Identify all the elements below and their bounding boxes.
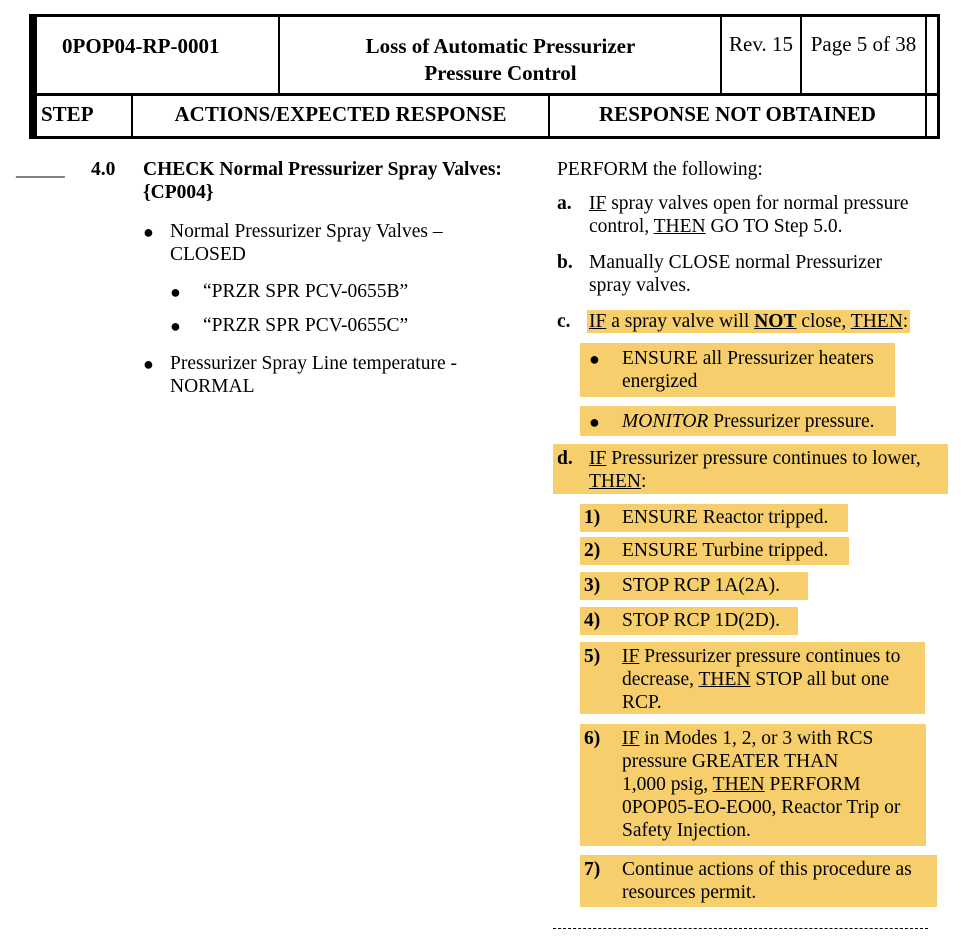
rno-d-step-4-text: STOP RCP 1D(2D). bbox=[622, 610, 781, 631]
procedure-title-line-1: Loss of Automatic Pressurizer bbox=[365, 34, 636, 58]
header-right-rule bbox=[925, 17, 927, 136]
revision-label: Rev. 15 bbox=[729, 32, 793, 56]
rno-d-step-7-number: 7) bbox=[584, 859, 601, 880]
procedure-header bbox=[29, 14, 940, 139]
bullet-icon: ● bbox=[170, 282, 181, 302]
valve-tag-0655b: “PRZR SPR PCV-0655B” bbox=[203, 281, 409, 302]
rno-d-step-6-line-3: 1,000 psig, THEN PERFORM bbox=[622, 774, 861, 795]
valve-tag-0655c: “PRZR SPR PCV-0655C” bbox=[203, 315, 409, 336]
column-header-actions: ACTIONS/EXPECTED RESPONSE bbox=[174, 102, 507, 126]
then-keyword: THEN bbox=[589, 471, 641, 492]
check-item-spray-line-temp-expected: NORMAL bbox=[170, 376, 255, 397]
rno-d-step-6-line-1: IF in Modes 1, 2, or 3 with RCS bbox=[622, 728, 874, 749]
if-keyword: IF bbox=[589, 193, 607, 214]
rno-d-step-5-line-2: decrease, THEN STOP all but one bbox=[622, 669, 890, 690]
rno-d-step-6-number: 6) bbox=[584, 728, 601, 749]
rno-d-step-4-number: 4) bbox=[584, 610, 601, 631]
rno-b-line-2: spray valves. bbox=[589, 275, 691, 296]
bullet-icon: ● bbox=[589, 412, 600, 432]
rno-d-step-5-number: 5) bbox=[584, 646, 601, 667]
document-id: 0POP04-RP-0001 bbox=[62, 34, 220, 58]
rno-d-step-1-text: ENSURE Reactor tripped. bbox=[622, 507, 829, 528]
bullet-icon: ● bbox=[589, 349, 600, 369]
header-row-divider bbox=[32, 93, 937, 96]
not-keyword: NOT bbox=[754, 311, 797, 332]
rno-d-step-2-number: 2) bbox=[584, 540, 601, 561]
then-keyword: THEN bbox=[712, 774, 765, 795]
rno-intro: PERFORM the following: bbox=[557, 159, 763, 180]
then-keyword: THEN bbox=[698, 669, 751, 690]
rno-d-step-5-line-1: IF Pressurizer pressure continues to bbox=[622, 646, 901, 667]
if-keyword: IF bbox=[622, 646, 640, 667]
step-signoff-blank: _____ bbox=[16, 159, 65, 180]
rno-d-step-6-line-4: 0POP05-EO-EO00, Reactor Trip or bbox=[622, 797, 901, 818]
rno-c-bullet-1-line-1: ENSURE all Pressurizer heaters bbox=[622, 348, 874, 369]
step-title: CHECK Normal Pressurizer Spray Valves: bbox=[143, 159, 502, 180]
section-end-divider bbox=[553, 928, 928, 929]
if-keyword: IF bbox=[589, 311, 607, 332]
bullet-icon: ● bbox=[143, 222, 154, 242]
rno-b-line-1: Manually CLOSE normal Pressurizer bbox=[589, 252, 882, 273]
rno-d-step-6-line-2: pressure GREATER THAN bbox=[622, 751, 839, 772]
then-keyword: THEN bbox=[850, 311, 903, 332]
page-number: Page 5 of 38 bbox=[810, 32, 917, 56]
rno-d-step-3-number: 3) bbox=[584, 575, 601, 596]
bullet-icon: ● bbox=[143, 354, 154, 374]
rno-a-line-2: control, THEN GO TO Step 5.0. bbox=[589, 216, 843, 237]
bullet-icon: ● bbox=[170, 316, 181, 336]
rno-d-line-1: IF Pressurizer pressure continues to lower, bbox=[589, 448, 921, 469]
check-item-spray-line-temp: Pressurizer Spray Line temperature - bbox=[170, 353, 457, 374]
rno-d-label: d. bbox=[557, 448, 573, 469]
rno-c-bullet-1-line-2: energized bbox=[622, 371, 698, 392]
step-reference: {CP004} bbox=[143, 182, 214, 203]
rno-c-bullet-2: MONITOR Pressurizer pressure. bbox=[622, 411, 875, 432]
rno-c-label: c. bbox=[557, 311, 571, 332]
column-header-rno: RESPONSE NOT OBTAINED bbox=[599, 102, 876, 126]
rno-d-step-5-line-3: RCP. bbox=[622, 692, 662, 713]
if-keyword: IF bbox=[589, 448, 607, 469]
rno-a-label: a. bbox=[557, 193, 572, 214]
procedure-title-line-2: Pressure Control bbox=[424, 61, 577, 85]
check-item-spray-valves-expected: CLOSED bbox=[170, 244, 246, 265]
column-header-step: STEP bbox=[41, 102, 94, 126]
rno-b-label: b. bbox=[557, 252, 573, 273]
rno-d-line-2: THEN: bbox=[589, 471, 647, 492]
rno-d-step-1-number: 1) bbox=[584, 507, 601, 528]
rno-d-step-6-line-5: Safety Injection. bbox=[622, 820, 751, 841]
header-left-rule bbox=[32, 17, 37, 136]
rno-c-line: IF a spray valve will NOT close, THEN: bbox=[589, 311, 909, 332]
rno-d-step-2-text: ENSURE Turbine tripped. bbox=[622, 540, 829, 561]
rno-a-line-1: IF spray valves open for normal pressure bbox=[589, 193, 909, 214]
if-keyword: IF bbox=[622, 728, 640, 749]
then-keyword: THEN bbox=[653, 216, 706, 237]
rno-d-step-7-line-2: resources permit. bbox=[622, 882, 757, 903]
rno-d-step-7-line-1: Continue actions of this procedure as bbox=[622, 859, 912, 880]
header-divider-1 bbox=[278, 17, 280, 93]
rno-d-step-3-text: STOP RCP 1A(2A). bbox=[622, 575, 781, 596]
check-item-spray-valves: Normal Pressurizer Spray Valves – bbox=[170, 221, 443, 242]
step-number: 4.0 bbox=[91, 159, 116, 180]
